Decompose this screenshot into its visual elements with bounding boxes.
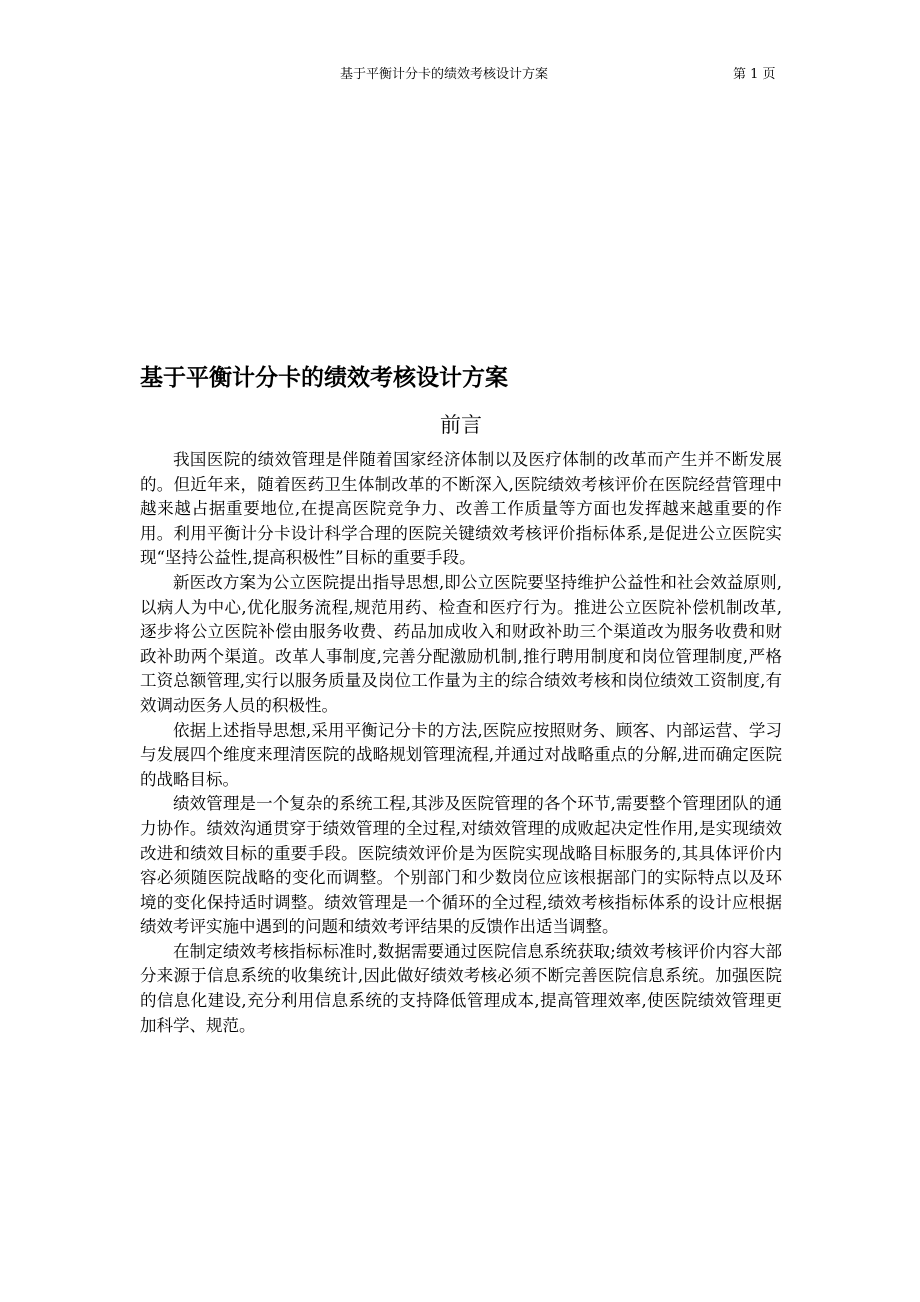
page-header xyxy=(0,66,920,86)
paragraph: 在制定绩效考核指标标准时,数据需要通过医院信息系统获取;绩效考核评价内容大部分来源于信息系统的收集统计,因此做好绩效考核必须不断完善医院信息系统。加强医院的信息化建设,充分利用信息系统的支持降低管理成本,提高管理效率,使医院绩效管理更加科学、规范。 xyxy=(140,941,782,1035)
header-divider xyxy=(140,90,780,91)
running-header-title: 基于平衡计分卡的绩效考核设计方案 xyxy=(340,67,549,82)
paragraph: 绩效管理是一个复杂的系统工程,其涉及医院管理的各个环节,需要整个管理团队的通力协作。绩效沟通贯穿于绩效管理的全过程,对绩效管理的成败起决定性作用,是实现绩效改进和绩效目标的重要手段。医院绩效评价是为医院实现战略目标服务的,其具体评价内容必须随医院战略的变化而调整。个别部门和少数岗位应该根据部门的实际特点以及环境的变化保持适时调整。绩效管理是一个循环的全过程,绩效考核指标体系的设计应根据绩效考评实施中遇到的问题和绩效考评结果的反馈作出适当调整。 xyxy=(140,794,782,937)
page-number: 第 1 页 xyxy=(733,67,776,82)
body-text xyxy=(140,448,782,1038)
paragraph: 新医改方案为公立医院提出指导思想,即公立医院要坚持维护公益性和社会效益原则,以病人为中心,优化服务流程,规范用药、检查和医疗行为。推进公立医院补偿机制改革,逐步将公立医院补偿由服务收费、药品加成收入和财政补助三个渠道改为服务收费和财政补助两个渠道。改革人事制度,完善分配激励机制,推行聘用制度和岗位管理制度,严格工资总额管理,实行以服务质量及岗位工作量为主的综合绩效考核和岗位绩效工资制度,有效调动医务人员的积极性。 xyxy=(140,572,782,715)
paragraph: 依据上述指导思想,采用平衡记分卡的方法,医院应按照财务、顾客、内部运营、学习与发展四个维度来理清医院的战略规划管理流程,并通过对战略重点的分解,进而确定医院的战略目标。 xyxy=(140,720,782,789)
section-heading: 前言 xyxy=(440,413,482,437)
paragraph: 我国医院的绩效管理是伴随着国家经济体制以及医疗体制的改革而产生并不断发展的。但近年来，随着医药卫生体制改革的不断深入,医院绩效考核评价在医院经营管理中越来越占据重要地位,在提高医院竞争力、改善工作质量等方面也发挥越来越重要的作用。利用平衡计分卡设计科学合理的医院关键绩效考核评价指标体系,是促进公立医院实现“坚持公益性,提高积极性”目标的重要手段。 xyxy=(140,450,782,568)
document-title: 基于平衡计分卡的绩效考核设计方案 xyxy=(140,365,508,391)
